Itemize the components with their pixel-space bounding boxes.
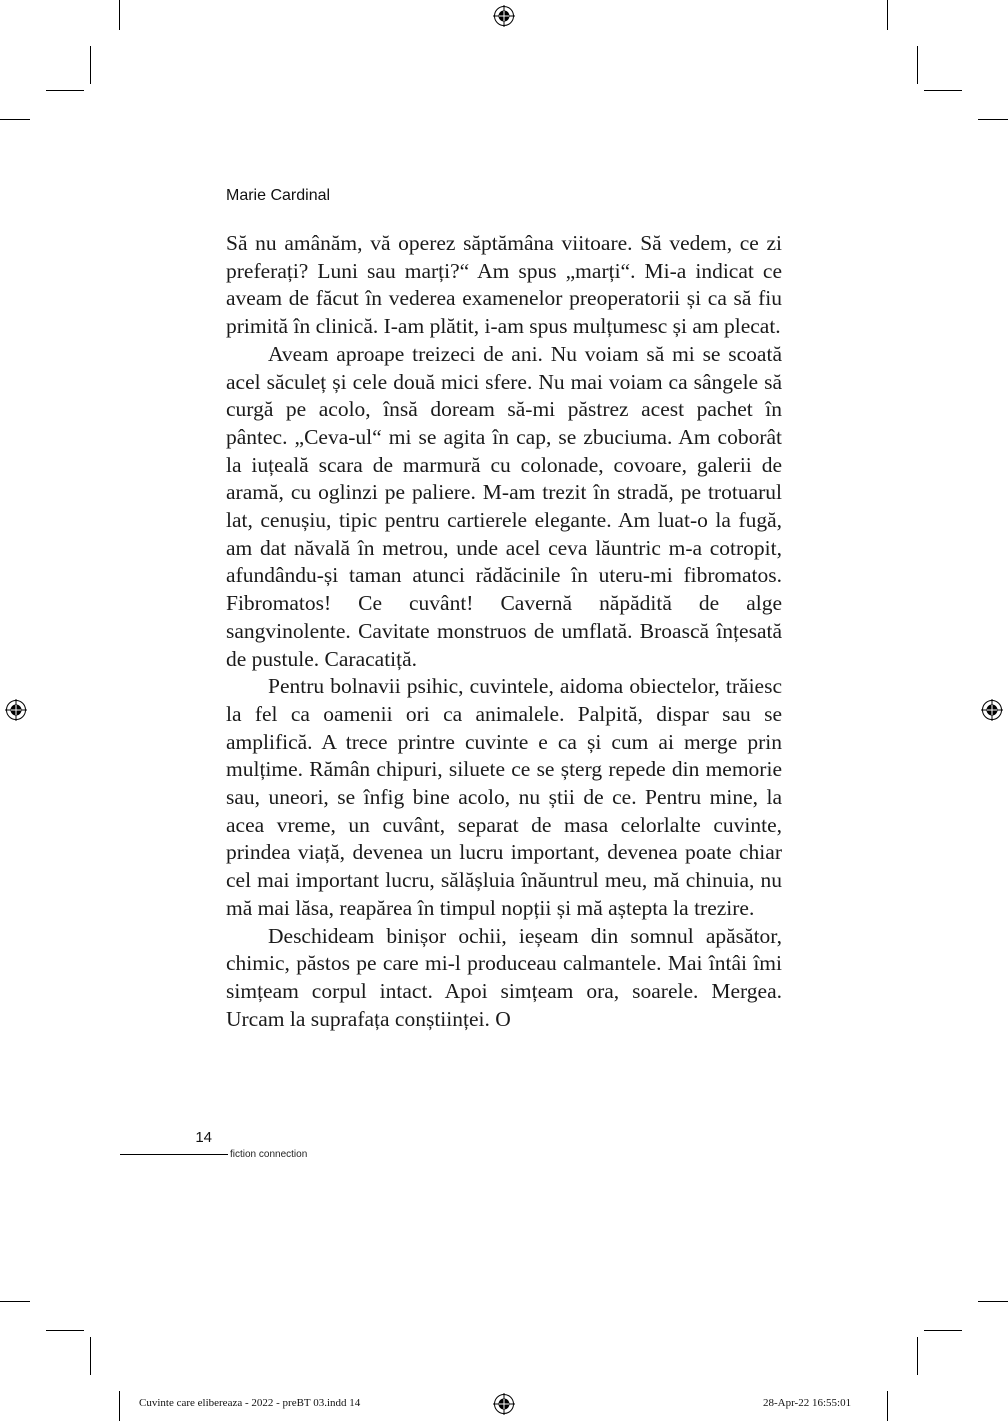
crop-mark	[917, 46, 918, 84]
crop-mark	[924, 90, 962, 91]
crop-mark	[887, 1391, 888, 1421]
registration-mark-icon	[493, 5, 515, 27]
running-head: Marie Cardinal	[226, 187, 331, 204]
page-number: 14	[195, 1129, 212, 1146]
crop-mark	[978, 119, 1008, 120]
crop-mark	[119, 1391, 120, 1421]
crop-mark	[46, 90, 84, 91]
paragraph: Să nu amânăm, vă operez săptămâna viitoare. Să vedem, ce zi preferați? Luni sau marți?“ Am spus „marți“. Mi-a indicat ce aveam de făcut în vederea examenelor preoperatorii și ca să fiu primită în clinică. I-am plătit, i-am spus mulțumesc și am plecat.	[226, 231, 782, 339]
crop-mark	[924, 1330, 962, 1331]
paragraph: Pentru bolnavii psihic, cuvintele, aidoma obiectelor, trăiesc la fel ca oamenii ori ca animalele. Palpită, dispar sau se amplifică. A trece printre cuvinte e ca și cum ai merge prin mulțime. Rămân chipuri, siluete ce se șterg repede din memorie sau, uneori, se înfig bine acolo, nu știi de ce. Pentru mine, la acea vreme, un cuvânt, separat de masa celorlalte cuvinte, prindea viață, devenea un lucru important, devenea poate chiar cel mai important lucru, sălășluia înăuntrul meu, mă chinuia, nu mă mai lăsa, reapărea în timpul nopții și mă aștepta la trezire.	[226, 674, 782, 920]
slug-date: 28-Apr-22 16:55:01	[763, 1397, 852, 1409]
crop-mark	[0, 1301, 30, 1302]
registration-mark-icon	[493, 1393, 515, 1415]
footer-rule	[120, 1154, 228, 1155]
crop-mark	[46, 1330, 84, 1331]
crop-mark	[917, 1337, 918, 1375]
crop-mark	[119, 0, 120, 30]
footer-label: fiction connection	[230, 1149, 308, 1160]
paragraph: Aveam aproape treizeci de ani. Nu voiam să mi se scoată acel săculeț și cele două mici sfere. Nu mai voiam ca sângele să curgă pe acolo, însă doream să-mi păstrez acest pachet în pântec. „Ceva-ul“ mi se agita în cap, se zbuciuma. Am coborât la iuțeală scara de marmură cu colonade, covoare, galerii de aramă, cu oglinzi pe paliere. M-am trezit în stradă, pe trotuarul lat, cenușiu, tipic pentru cartierele elegante. Am luat-o la fugă, am dat năvală în metrou, unde acel ceva lăuntric m-a cotropit, afundându-și taman atunci rădăcinile în uteru-mi fibromatos. Fibromatos! Ce cuvânt! Cavernă năpădită de alge sangvinolente. Cavitate monstruos de umflată. Broască înțesată de pustule. Caracatiță.	[226, 341, 782, 671]
slug-file: Cuvinte care elibereaza - 2022 - preBT 03.indd 14	[139, 1397, 361, 1409]
crop-mark	[887, 0, 888, 30]
registration-mark-icon	[981, 699, 1003, 721]
paragraph: Deschideam binișor ochii, ieșeam din somnul apăsător, chimic, păstos pe care mi-l produceau calmantele. Mai întâi îmi simțeam corpul intact. Apoi simțeam ora, soarele. Mergea. Urcam la suprafața conștiinței. O	[226, 923, 782, 1031]
crop-mark	[90, 46, 91, 84]
crop-mark	[0, 119, 30, 120]
body-text	[226, 230, 782, 1033]
crop-mark	[978, 1301, 1008, 1302]
registration-mark-icon	[5, 699, 27, 721]
crop-mark	[90, 1337, 91, 1375]
